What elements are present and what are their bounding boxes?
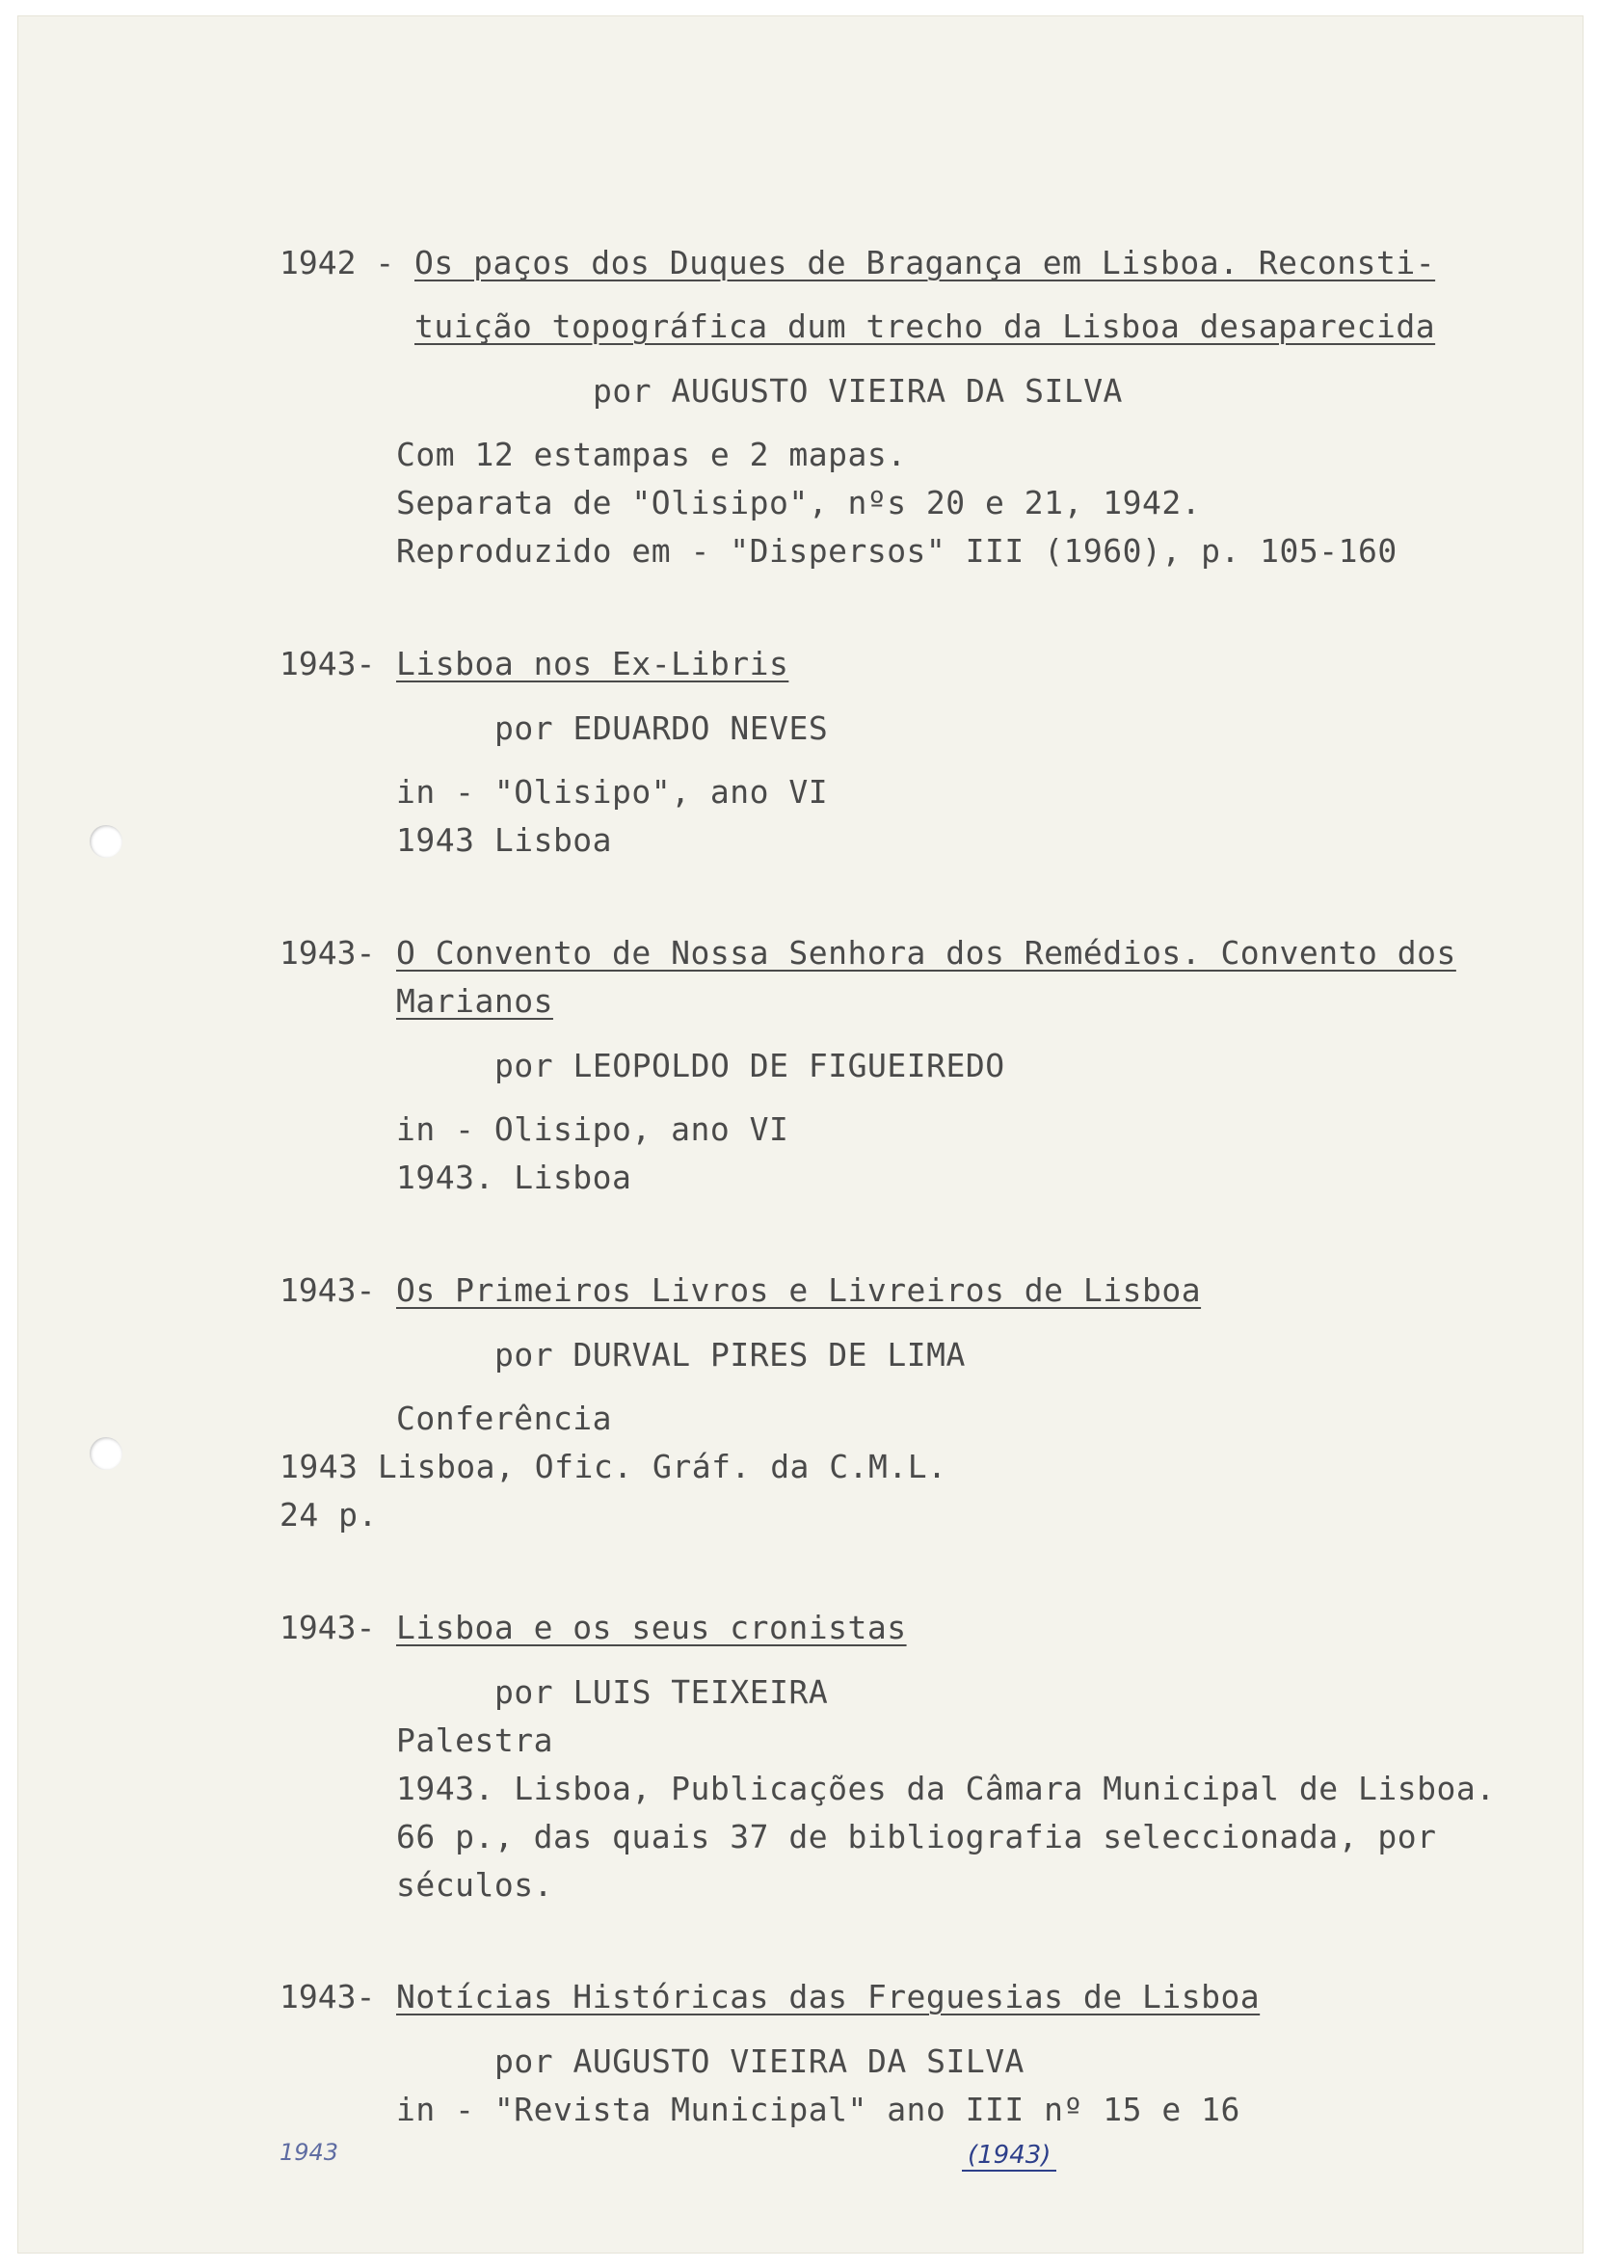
entry-note: in - "Revista Municipal" ano III nº 15 e 16	[396, 2091, 1240, 2128]
entry-year: 1943-	[280, 645, 376, 682]
entry-title: Lisboa e os seus cronistas	[396, 1609, 907, 1646]
punch-hole-bottom	[90, 1437, 122, 1470]
entry-note: in - Olisipo, ano VI	[396, 1110, 789, 1148]
entry-note: Palestra	[396, 1721, 553, 1759]
entry-year: 1943-	[280, 1609, 376, 1646]
entry-year: 1943-	[280, 1271, 376, 1309]
entry-note: in - "Olisipo", ano VI	[396, 773, 829, 811]
entry-title: Os Primeiros Livros e Livreiros de Lisboa	[396, 1271, 1202, 1309]
entry-note: 1943. Lisboa	[396, 1159, 632, 1196]
punch-hole-top	[90, 825, 122, 858]
paper-sheet	[17, 15, 1584, 2254]
entry-title: Os paços dos Duques de Bragança em Lisboa. Reconsti-	[414, 244, 1436, 281]
entry-title: Notícias Históricas das Freguesias de Lisboa	[396, 1978, 1261, 2015]
entry-author: por DURVAL PIRES DE LIMA	[494, 1336, 966, 1374]
entry-title: O Convento de Nossa Senhora dos Remédios. Convento dos	[396, 934, 1456, 972]
entry-note: 66 p., das quais 37 de bibliografia seleccionada, por	[396, 1818, 1437, 1855]
entry-note: 24 p.	[280, 1496, 378, 1534]
entry-note: séculos.	[396, 1866, 553, 1904]
entry-note: Conferência	[396, 1400, 613, 1437]
entry-note: Separata de "Olisipo", nºs 20 e 21, 1942.	[396, 484, 1202, 521]
entry-title: Marianos	[396, 982, 553, 1020]
entry-author: por LEOPOLDO DE FIGUEIREDO	[494, 1047, 1005, 1084]
entry-note: 1943 Lisboa	[396, 821, 613, 859]
entry-note: Com 12 estampas e 2 mapas.	[396, 436, 907, 473]
entry-note: 1943. Lisboa, Publicações da Câmara Municipal de Lisboa.	[396, 1770, 1496, 1807]
entry-title: Lisboa nos Ex-Libris	[396, 645, 789, 682]
entry-year: 1943-	[280, 934, 376, 972]
entry-author: por EDUARDO NEVES	[494, 709, 829, 747]
entry-year: 1943-	[280, 1978, 376, 2015]
entry-author: por LUIS TEIXEIRA	[494, 1673, 829, 1711]
handwritten-margin-note: 1943	[280, 2139, 339, 2166]
entry-note: Reproduzido em - "Dispersos" III (1960), p. 105-160	[396, 532, 1398, 570]
handwritten-year-annotation: (1943)	[962, 2141, 1056, 2172]
entry-title: tuição topográfica dum trecho da Lisboa desaparecida	[414, 307, 1436, 345]
entry-year: 1942 -	[280, 244, 395, 281]
entry-author: por AUGUSTO VIEIRA DA SILVA	[593, 372, 1123, 410]
entry-note: 1943 Lisboa, Ofic. Gráf. da C.M.L.	[280, 1448, 947, 1485]
entry-author: por AUGUSTO VIEIRA DA SILVA	[494, 2042, 1025, 2080]
